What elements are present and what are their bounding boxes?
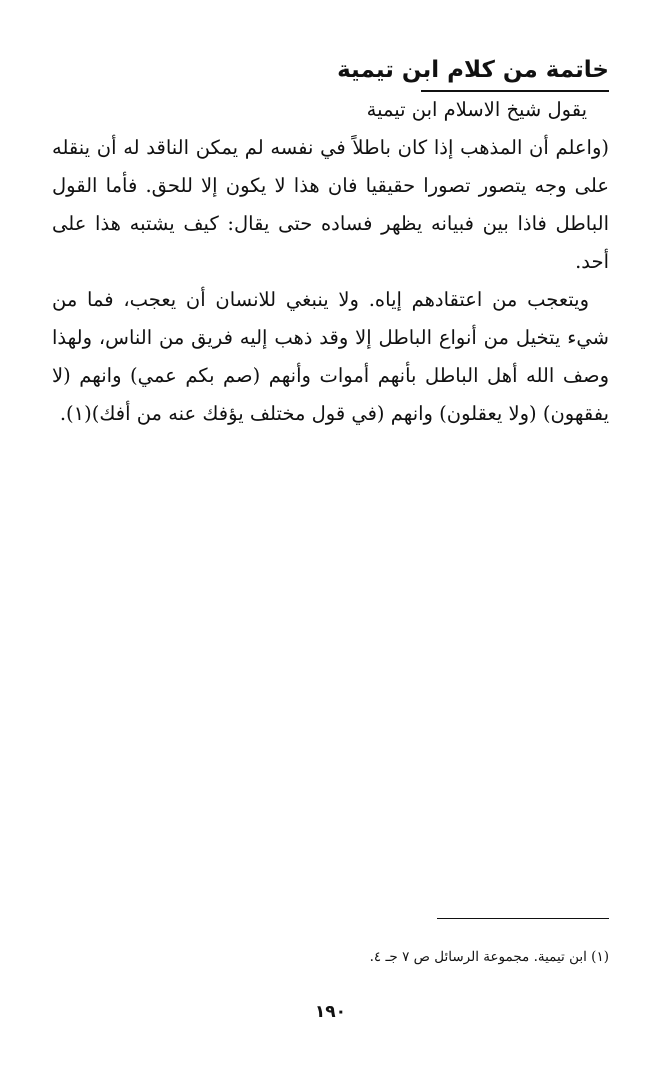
paragraph-1: (واعلم أن المذهب إذا كان باطلاً في نفسه لم يمكن الناقد له أن ينقله على وجه يتصور تصورا حقيقيا فان هذا لا يكون إلا للحق. فأما القول الباطل فاذا بين فبيانه يظهر فساده حتى يقال: كيف يشتبه هذا على أحد. [52, 136, 609, 273]
body-text [52, 91, 609, 433]
footnote-separator [437, 918, 609, 919]
paragraph-2: ويتعجب من اعتقادهم إياه. ولا ينبغي للانسان أن يعجب، فما من شيء يتخيل من أنواع الباطل إلا وقد ذهب إليه فريق من الناس، ولهذا وصف الله أهل الباطل بأنهم أموات وأنهم (صم بكم عمي) وانهم (لا يفقهون) (ولا يعقلون) وانهم (في قول مختلف يؤفك عنه من أفك)(١). [52, 288, 609, 425]
page-number: ١٩٠ [314, 1002, 347, 1022]
footnote: (١) ابن تيمية. مجموعة الرسائل ص ٧ جـ ٤. [369, 949, 609, 965]
page-title: خاتمة من كلام ابن تيمية [337, 57, 609, 83]
intro-line: يقول شيخ الاسلام ابن تيمية [366, 98, 587, 121]
